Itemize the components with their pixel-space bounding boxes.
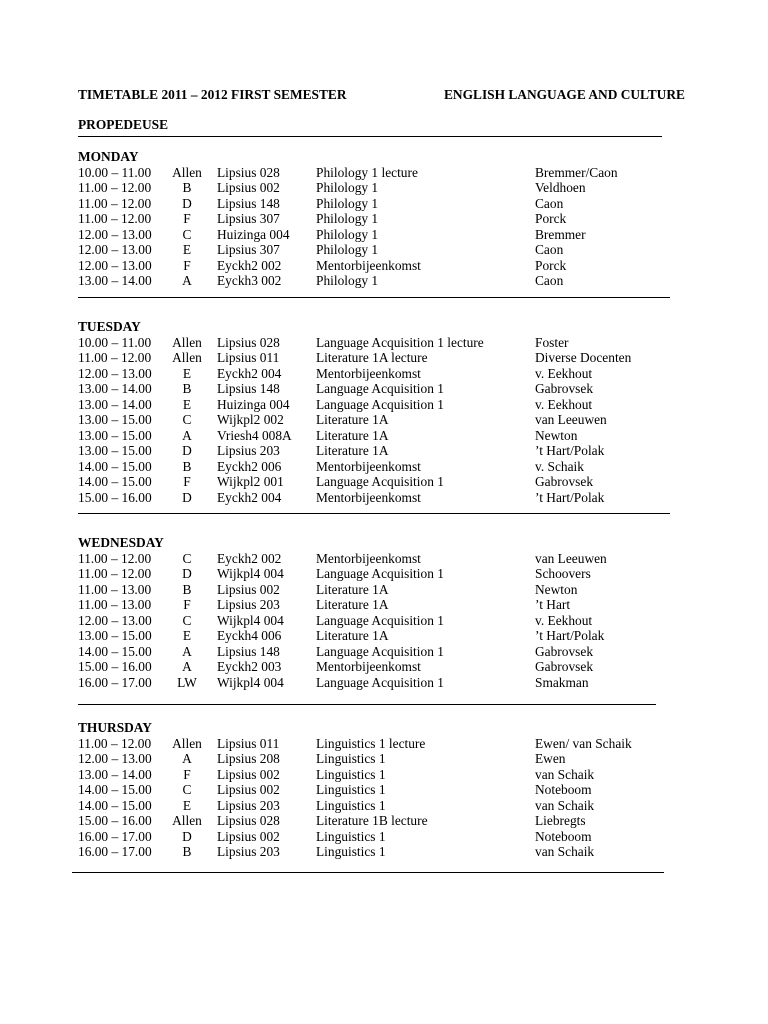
slot-room: Eyckh2 004 [217,489,282,505]
slot-teacher: Noteboom [535,828,592,844]
slot-group: B [182,844,192,859]
slot-room: Wijkpl4 004 [217,566,284,581]
slot-room: Lipsius 028 [217,164,280,180]
slot-teacher: Smakman [535,674,589,690]
slot-group: D [182,828,192,844]
table-row [0,180,768,196]
table-row [0,196,768,212]
slot-time: 12.00 – 13.00 [78,226,152,242]
slot-group: C [182,412,192,427]
slot-group: C [182,226,192,242]
slot-course: Mentorbijeenkomst [316,550,421,566]
slot-teacher: ’t Hart [535,597,571,612]
slot-course: Mentorbijeenkomst [316,659,421,674]
slot-time: 11.00 – 13.00 [78,581,152,597]
slot-time: 14.00 – 15.00 [78,474,152,489]
slot-course: Language Acquisition 1 [316,566,444,581]
slot-teacher: Ewen [535,751,566,766]
table-row [0,227,768,243]
slot-course: Linguistics 1 [316,844,386,859]
slot-time: 16.00 – 17.00 [78,674,152,690]
section-title: PROPEDEUSE [78,117,169,132]
slot-group: E [182,797,192,813]
table-row [0,381,768,397]
slot-group: F [183,474,191,489]
slot-course: Mentorbijeenkomst [316,257,421,273]
slot-room: Lipsius 307 [217,211,280,226]
slot-teacher: Gabrovsek [535,659,594,674]
slot-teacher: Veldhoen [535,180,586,195]
document-title: TIMETABLE 2011 – 2012 FIRST SEMESTER [78,87,347,102]
slot-course: Literature 1A [316,581,389,597]
slot-room: Wijkpl4 004 [217,612,284,628]
slot-teacher: van Leeuwen [535,550,607,566]
slot-group: A [182,643,192,659]
slot-room: Lipsius 028 [217,813,280,828]
slot-group: F [183,597,191,612]
slot-room: Lipsius 203 [217,597,280,612]
table-row [0,412,768,428]
slot-teacher: Liebregts [535,813,586,828]
slot-time: 13.00 – 14.00 [78,396,152,412]
department-name: ENGLISH LANGUAGE AND CULTURE [444,87,685,102]
slot-room: Wijkpl2 002 [217,412,284,427]
table-row [0,273,768,289]
day-title: MONDAY [78,149,139,164]
table-row [0,582,768,598]
table-row [0,490,768,506]
slot-teacher: Gabrovsek [535,643,594,659]
slot-time: 14.00 – 15.00 [78,458,152,474]
slot-teacher: Caon [535,273,564,288]
slot-teacher: Noteboom [535,782,592,797]
slot-group: C [182,612,192,628]
slot-time: 10.00 – 11.00 [78,164,152,180]
slot-room: Eyckh2 002 [217,550,282,566]
slot-group: D [182,566,192,581]
slot-group: E [182,396,192,412]
slot-course: Philology 1 [316,242,379,257]
slot-group: E [182,628,192,643]
table-row [0,474,768,490]
slot-course: Literature 1A [316,427,389,443]
slot-teacher: Gabrovsek [535,474,594,489]
slot-room: Lipsius 208 [217,751,280,766]
table-row [0,443,768,459]
table-row [0,350,768,366]
slot-room: Lipsius 203 [217,797,280,813]
slot-time: 11.00 – 12.00 [78,350,152,365]
slot-room: Lipsius 307 [217,242,280,257]
table-row [0,165,768,181]
slot-group: E [182,365,192,381]
slot-time: 11.00 – 13.00 [78,597,152,612]
slot-room: Vriesh4 008A [217,427,292,443]
slot-room: Lipsius 203 [217,844,280,859]
slot-course: Philology 1 lecture [316,164,418,180]
slot-time: 13.00 – 14.00 [78,273,152,288]
slot-course: Philology 1 [316,195,379,211]
table-row [0,675,768,691]
slot-teacher: van Schaik [535,844,595,859]
slot-group: A [182,751,192,766]
table-row [0,644,768,660]
slot-teacher: Foster [535,334,569,350]
day-separator-rule [72,872,664,873]
slot-room: Lipsius 011 [217,350,280,365]
table-row [0,428,768,444]
slot-teacher: van Schaik [535,766,595,782]
slot-teacher: ’t Hart/Polak [535,628,605,643]
table-row [0,628,768,644]
table-row [0,335,768,351]
slot-course: Linguistics 1 lecture [316,735,426,751]
slot-teacher: Newton [535,581,578,597]
slot-time: 11.00 – 12.00 [78,735,152,751]
table-row [0,613,768,629]
slot-group: E [182,242,192,257]
slot-time: 13.00 – 14.00 [78,766,152,782]
slot-course: Philology 1 [316,226,379,242]
slot-room: Lipsius 002 [217,581,280,597]
slot-time: 11.00 – 12.00 [78,180,152,195]
slot-group: Allen [172,334,202,350]
table-row [0,366,768,382]
slot-course: Philology 1 [316,180,379,195]
slot-room: Eyckh4 006 [217,628,282,643]
slot-group: D [182,195,192,211]
slot-room: Eyckh2 003 [217,659,282,674]
slot-time: 13.00 – 14.00 [78,381,152,396]
table-row [0,782,768,798]
slot-group: Allen [172,735,202,751]
slot-time: 10.00 – 11.00 [78,334,152,350]
slot-teacher: Newton [535,427,578,443]
slot-group: Allen [172,164,202,180]
slot-time: 12.00 – 13.00 [78,242,152,257]
slot-room: Lipsius 148 [217,643,280,659]
slot-course: Literature 1A [316,443,389,458]
slot-group: B [182,381,192,396]
header-rule [78,136,662,137]
slot-course: Linguistics 1 [316,766,386,782]
table-row [0,597,768,613]
slot-course: Linguistics 1 [316,751,386,766]
slot-time: 14.00 – 15.00 [78,643,152,659]
slot-group: A [182,427,192,443]
slot-group: C [182,550,192,566]
slot-course: Mentorbijeenkomst [316,489,421,505]
slot-time: 11.00 – 12.00 [78,211,152,226]
table-row [0,258,768,274]
slot-time: 16.00 – 17.00 [78,844,152,859]
slot-time: 13.00 – 15.00 [78,427,152,443]
slot-group: B [182,458,192,474]
slot-course: Philology 1 [316,273,379,288]
table-row [0,551,768,567]
table-row [0,751,768,767]
slot-group: Allen [172,350,202,365]
slot-course: Language Acquisition 1 [316,674,444,690]
slot-course: Literature 1A lecture [316,350,428,365]
slot-course: Literature 1A [316,412,389,427]
slot-teacher: ’t Hart/Polak [535,489,605,505]
slot-teacher: Bremmer/Caon [535,164,618,180]
table-row [0,829,768,845]
day-title: THURSDAY [78,720,152,735]
slot-course: Mentorbijeenkomst [316,458,421,474]
slot-group: C [182,782,192,797]
slot-course: Language Acquisition 1 [316,396,444,412]
slot-room: Lipsius 148 [217,381,280,396]
slot-course: Linguistics 1 [316,797,386,813]
slot-course: Language Acquisition 1 [316,474,444,489]
slot-time: 12.00 – 13.00 [78,612,152,628]
slot-time: 12.00 – 13.00 [78,365,152,381]
table-row [0,242,768,258]
slot-room: Lipsius 203 [217,443,280,458]
slot-teacher: Caon [535,195,564,211]
slot-group: B [182,180,192,195]
slot-room: Huizinga 004 [217,396,290,412]
slot-time: 14.00 – 15.00 [78,782,152,797]
slot-course: Mentorbijeenkomst [316,365,421,381]
day-separator-rule [78,704,656,705]
slot-teacher: Gabrovsek [535,381,594,396]
table-row [0,844,768,860]
slot-time: 11.00 – 12.00 [78,566,152,581]
table-row [0,566,768,582]
slot-teacher: v. Eekhout [535,396,593,412]
slot-course: Literature 1A [316,628,389,643]
slot-room: Eyckh2 002 [217,257,282,273]
slot-course: Philology 1 [316,211,379,226]
slot-room: Lipsius 002 [217,766,280,782]
slot-room: Lipsius 002 [217,828,280,844]
slot-time: 13.00 – 15.00 [78,443,152,458]
slot-teacher: van Leeuwen [535,412,607,427]
slot-time: 12.00 – 13.00 [78,751,152,766]
slot-teacher: Porck [535,211,567,226]
day-separator-rule [78,513,670,514]
slot-time: 11.00 – 12.00 [78,195,152,211]
slot-group: A [182,659,192,674]
slot-room: Wijkpl4 004 [217,674,284,690]
slot-room: Lipsius 002 [217,180,280,195]
slot-time: 16.00 – 17.00 [78,828,152,844]
slot-time: 15.00 – 16.00 [78,489,152,505]
slot-teacher: Caon [535,242,564,257]
slot-course: Linguistics 1 [316,828,386,844]
slot-room: Lipsius 028 [217,334,280,350]
slot-group: D [182,489,192,505]
slot-time: 14.00 – 15.00 [78,797,152,813]
slot-course: Literature 1A [316,597,389,612]
slot-teacher: Porck [535,257,567,273]
slot-group: B [182,581,192,597]
table-row [0,659,768,675]
slot-room: Huizinga 004 [217,226,290,242]
slot-course: Language Acquisition 1 [316,381,444,396]
slot-group: F [183,766,191,782]
slot-teacher: Bremmer [535,226,586,242]
day-title: WEDNESDAY [78,535,164,550]
slot-group: F [183,211,191,226]
slot-teacher: v. Eekhout [535,365,593,381]
table-row [0,813,768,829]
slot-time: 15.00 – 16.00 [78,813,152,828]
slot-group: Allen [172,813,202,828]
slot-room: Eyckh2 004 [217,365,282,381]
table-row [0,397,768,413]
slot-course: Language Acquisition 1 [316,643,444,659]
table-row [0,459,768,475]
slot-time: 13.00 – 15.00 [78,628,152,643]
slot-group: D [182,443,192,458]
day-rows [0,335,768,506]
slot-room: Lipsius 011 [217,735,280,751]
day-title: TUESDAY [78,319,141,334]
slot-teacher: Ewen/ van Schaik [535,735,632,751]
slot-course: Linguistics 1 [316,782,386,797]
slot-teacher: ’t Hart/Polak [535,443,605,458]
slot-room: Lipsius 002 [217,782,280,797]
day-rows [0,736,768,860]
slot-room: Lipsius 148 [217,195,280,211]
slot-teacher: Diverse Docenten [535,350,632,365]
slot-teacher: van Schaik [535,797,595,813]
day-rows [0,165,768,289]
table-row [0,798,768,814]
slot-time: 15.00 – 16.00 [78,659,152,674]
slot-room: Eyckh3 002 [217,273,282,288]
slot-course: Literature 1B lecture [316,813,428,828]
slot-room: Eyckh2 006 [217,458,282,474]
slot-group: F [183,257,191,273]
slot-teacher: Schoovers [535,566,591,581]
table-row [0,767,768,783]
slot-time: 11.00 – 12.00 [78,550,152,566]
day-separator-rule [78,297,670,298]
table-row [0,211,768,227]
slot-teacher: v. Schaik [535,458,584,474]
slot-time: 12.00 – 13.00 [78,257,152,273]
slot-course: Language Acquisition 1 lecture [316,334,484,350]
slot-room: Wijkpl2 001 [217,474,284,489]
slot-time: 13.00 – 15.00 [78,412,152,427]
slot-group: A [182,273,192,288]
slot-course: Language Acquisition 1 [316,612,444,628]
table-row [0,736,768,752]
slot-teacher: v. Eekhout [535,612,593,628]
day-rows [0,551,768,691]
slot-group: LW [177,674,197,690]
